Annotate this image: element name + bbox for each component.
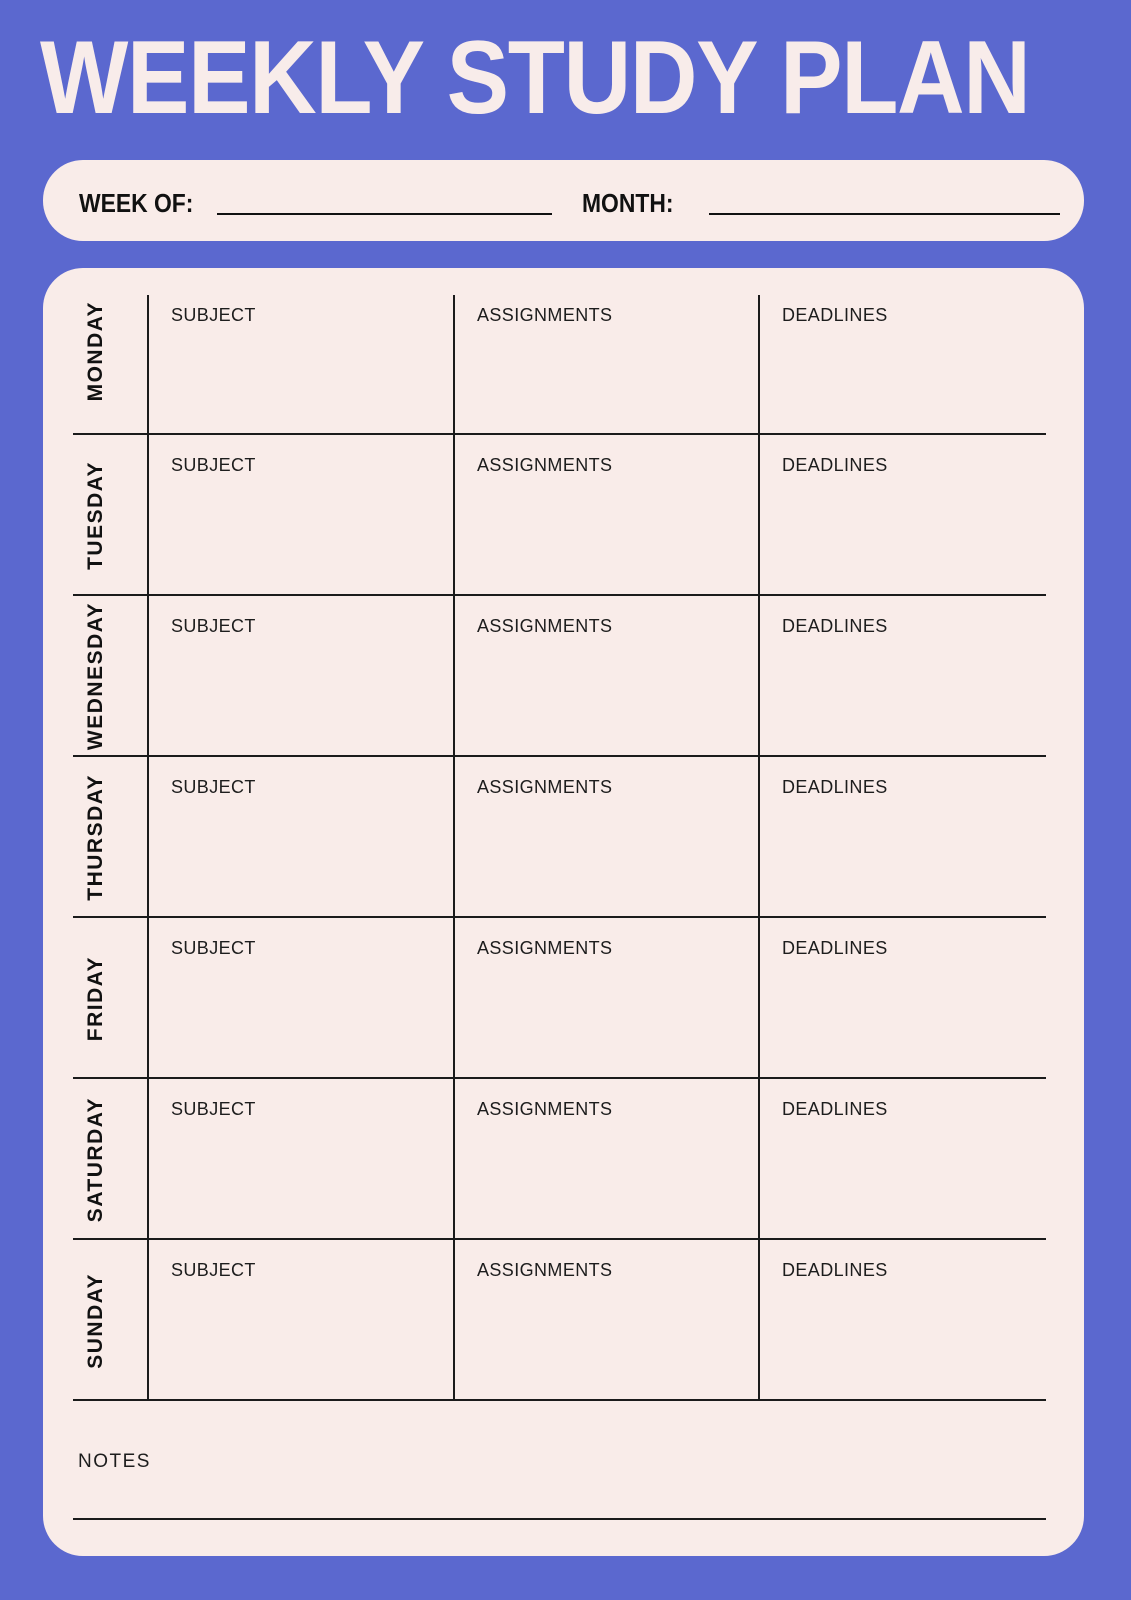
assignments-header: ASSIGNMENTS — [477, 938, 613, 958]
day-label: SUNDAY — [83, 1272, 107, 1369]
study-plan-panel — [43, 268, 1084, 1556]
month-label: MONTH: — [582, 188, 674, 218]
cell-assignments[interactable] — [455, 1079, 758, 1240]
day-label-wrap — [43, 757, 148, 918]
deadlines-header: DEADLINES — [782, 1099, 888, 1119]
cell-deadlines[interactable] — [760, 757, 1047, 918]
subject-header: SUBJECT — [171, 938, 256, 958]
subject-header: SUBJECT — [171, 1260, 256, 1280]
deadlines-header: DEADLINES — [782, 455, 888, 475]
day-label-wrap — [43, 1079, 148, 1240]
day-label-wrap — [43, 268, 148, 435]
cell-subject[interactable] — [149, 435, 453, 596]
subject-header: SUBJECT — [171, 305, 256, 325]
cell-subject[interactable] — [149, 757, 453, 918]
table-row — [43, 435, 1084, 596]
cell-deadlines[interactable] — [760, 268, 1047, 435]
cell-deadlines[interactable] — [760, 918, 1047, 1079]
cell-assignments[interactable] — [455, 918, 758, 1079]
notes-label: NOTES — [78, 1451, 151, 1472]
assignments-header: ASSIGNMENTS — [477, 305, 613, 325]
cell-deadlines[interactable] — [760, 1240, 1047, 1401]
cell-assignments[interactable] — [455, 757, 758, 918]
cell-deadlines[interactable] — [760, 1079, 1047, 1240]
cell-assignments[interactable] — [455, 435, 758, 596]
deadlines-header: DEADLINES — [782, 1260, 888, 1280]
table-row — [43, 1079, 1084, 1240]
day-label: TUESDAY — [83, 461, 107, 570]
table-rows — [43, 268, 1084, 1401]
cell-deadlines[interactable] — [760, 596, 1047, 757]
subject-header: SUBJECT — [171, 777, 256, 797]
table-row — [43, 1240, 1084, 1401]
day-label: THURSDAY — [83, 774, 107, 901]
week-month-bar — [43, 160, 1084, 241]
cell-deadlines[interactable] — [760, 435, 1047, 596]
deadlines-header: DEADLINES — [782, 305, 888, 325]
page-title: WEEKLY STUDY PLAN — [40, 20, 1030, 136]
cell-subject[interactable] — [149, 918, 453, 1079]
cell-subject[interactable] — [149, 268, 453, 435]
day-label: MONDAY — [83, 301, 107, 402]
day-label-wrap — [43, 1240, 148, 1401]
cell-subject[interactable] — [149, 596, 453, 757]
assignments-header: ASSIGNMENTS — [477, 1099, 613, 1119]
table-row — [43, 268, 1084, 435]
day-label: SATURDAY — [83, 1096, 107, 1223]
table-row — [43, 757, 1084, 918]
subject-header: SUBJECT — [171, 616, 256, 636]
deadlines-header: DEADLINES — [782, 616, 888, 636]
day-label: WEDNESDAY — [83, 602, 107, 751]
deadlines-header: DEADLINES — [782, 938, 888, 958]
day-label-wrap — [43, 435, 148, 596]
table-row — [43, 596, 1084, 757]
week-of-label: WEEK OF: — [79, 188, 194, 218]
assignments-header: ASSIGNMENTS — [477, 1260, 613, 1280]
cell-subject[interactable] — [149, 1240, 453, 1401]
week-of-input-line[interactable] — [217, 213, 552, 215]
deadlines-header: DEADLINES — [782, 777, 888, 797]
cell-assignments[interactable] — [455, 596, 758, 757]
assignments-header: ASSIGNMENTS — [477, 455, 613, 475]
day-label-wrap — [43, 596, 148, 757]
day-label-wrap — [43, 918, 148, 1079]
assignments-header: ASSIGNMENTS — [477, 616, 613, 636]
month-input-line[interactable] — [709, 213, 1060, 215]
cell-assignments[interactable] — [455, 1240, 758, 1401]
cell-subject[interactable] — [149, 1079, 453, 1240]
day-label: FRIDAY — [83, 955, 107, 1042]
subject-header: SUBJECT — [171, 1099, 256, 1119]
assignments-header: ASSIGNMENTS — [477, 777, 613, 797]
notes-input-line[interactable] — [73, 1518, 1046, 1520]
cell-assignments[interactable] — [455, 268, 758, 435]
table-row — [43, 918, 1084, 1079]
notes-section — [43, 1401, 1084, 1556]
subject-header: SUBJECT — [171, 455, 256, 475]
